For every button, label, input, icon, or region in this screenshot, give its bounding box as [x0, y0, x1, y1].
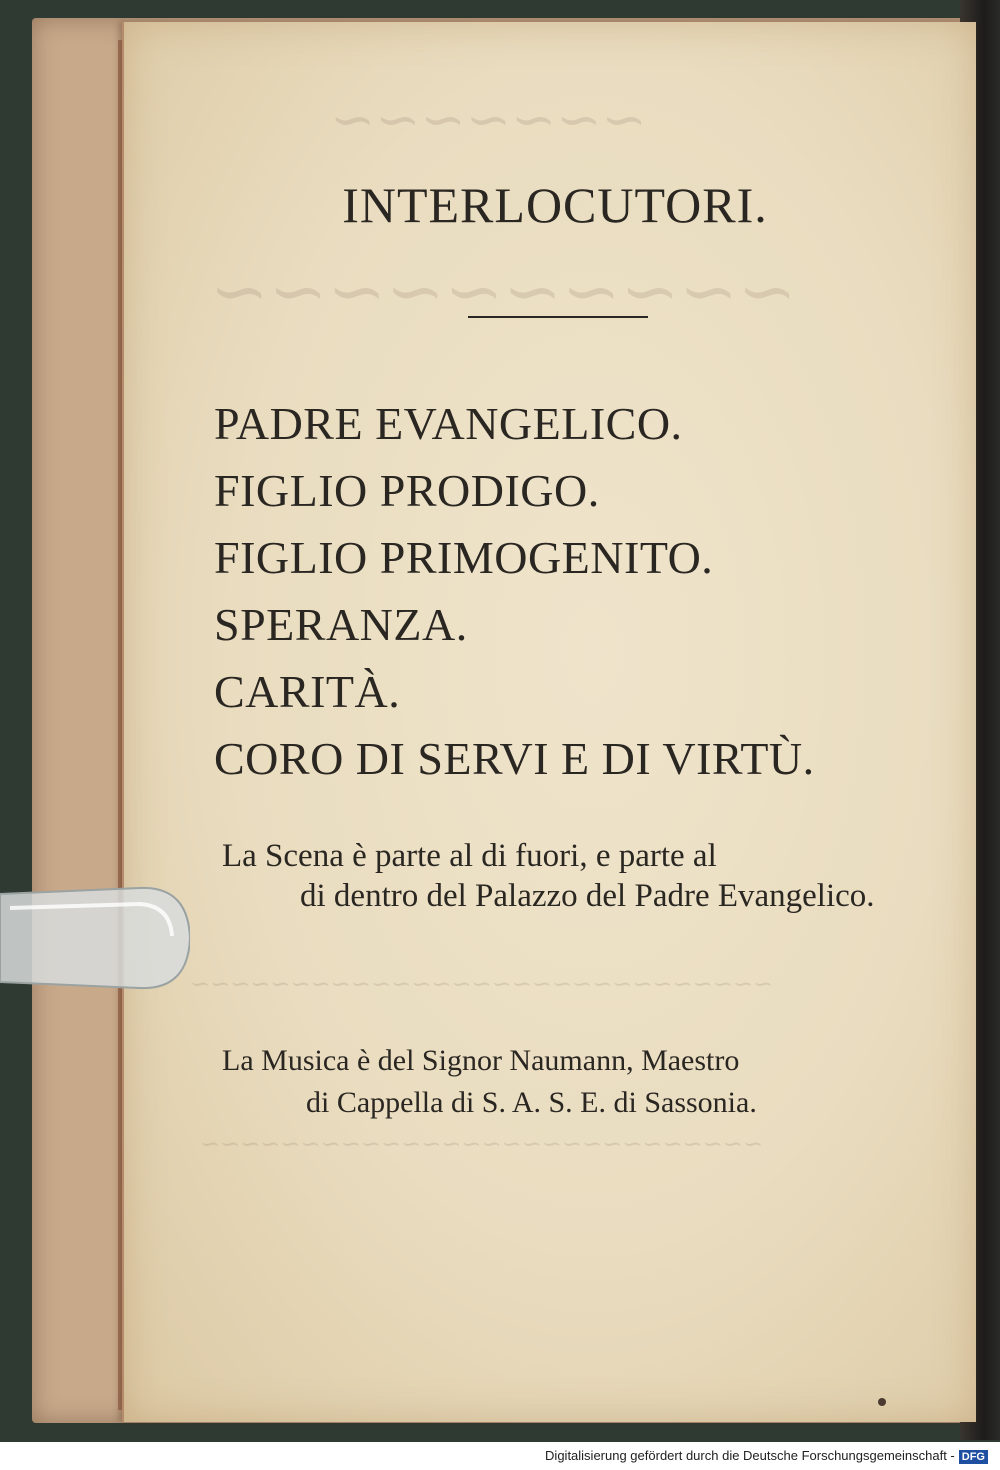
scene-note [222, 836, 912, 916]
role-item: CORO DI SERVI E DI VIRTÙ. [214, 733, 815, 784]
music-note-line: La Musica è del Signor Naumann, Maestro [222, 1044, 740, 1077]
role-item: CARITÀ. [214, 666, 401, 717]
scene-note-line: La Scena è parte al di fuori, e parte al [222, 838, 717, 874]
music-note-continuation: di Cappella di S. A. S. E. di Sassonia. [306, 1086, 757, 1119]
ink-spot [878, 1398, 886, 1406]
footer-credit: Digitalisierung gefördert durch die Deutsche Forschungsgemeinschaft - [545, 1448, 955, 1463]
music-note [222, 1040, 912, 1124]
role-list [214, 390, 954, 792]
role-item: FIGLIO PRODIGO. [214, 465, 600, 516]
role-item: FIGLIO PRIMOGENITO. [214, 532, 714, 583]
role-item: SPERANZA. [214, 599, 468, 650]
dfg-logo: DFG [959, 1450, 988, 1464]
footer-bar [0, 1442, 1000, 1470]
page-title: INTERLOCUTORI. [342, 177, 768, 233]
title-rule [468, 316, 648, 318]
role-item: PADRE EVANGELICO. [214, 398, 683, 449]
page-clip [0, 886, 190, 990]
scene-note-continuation: di dentro del Palazzo del Padre Evangelico. [300, 878, 875, 914]
